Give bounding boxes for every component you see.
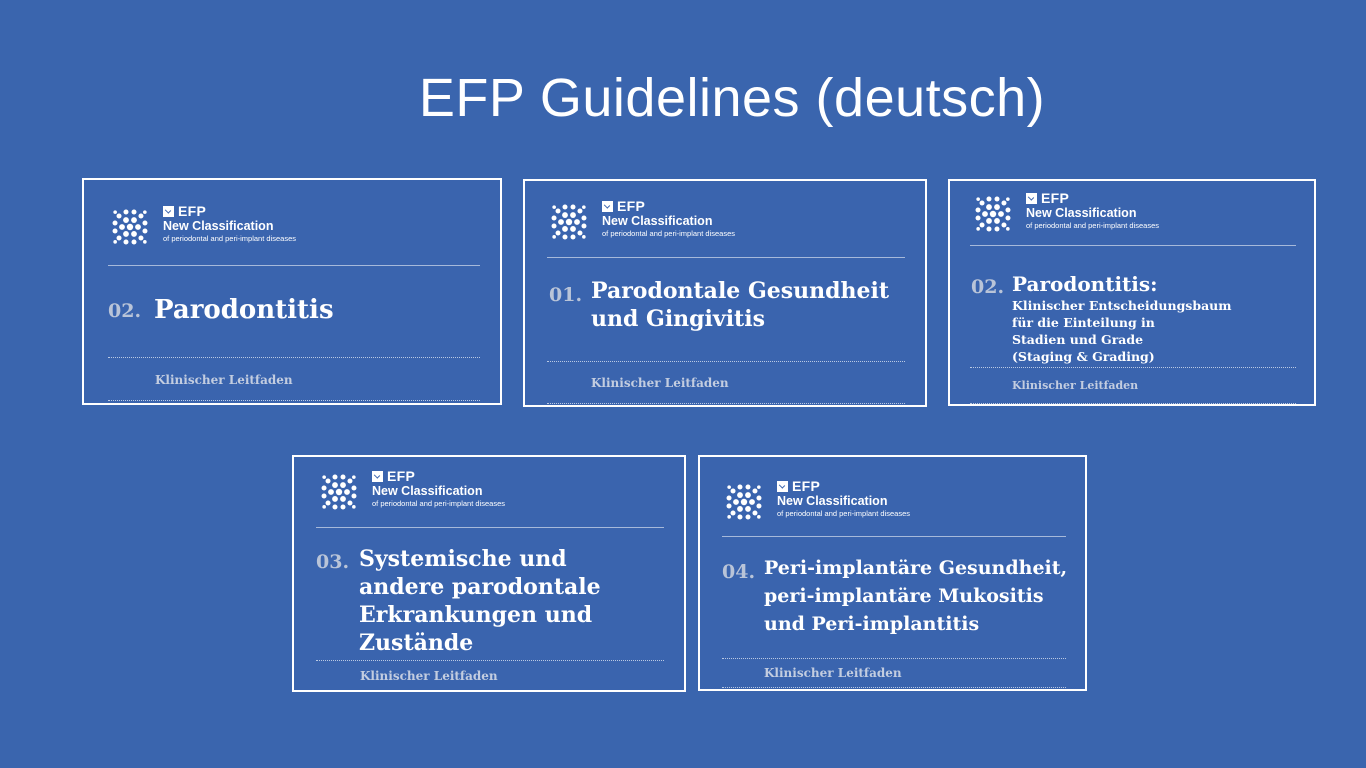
- efp-logo: [316, 469, 505, 515]
- divider: [970, 367, 1296, 368]
- efp-logo: [721, 479, 910, 525]
- card-footer: Klinischer Leitfaden: [360, 669, 498, 683]
- card-number: 03.: [316, 551, 350, 573]
- guideline-card-peri-implant[interactable]: [698, 455, 1087, 691]
- divider: [970, 245, 1296, 246]
- guideline-card-parodontitis[interactable]: [82, 178, 502, 405]
- logo-classification: New Classification: [602, 214, 713, 228]
- card-footer: Klinischer Leitfaden: [764, 666, 902, 680]
- divider: [547, 361, 905, 362]
- card-number: 01.: [549, 284, 583, 306]
- card-title: Parodontitis: [154, 295, 334, 325]
- card-title: Parodontitis:: [1012, 272, 1158, 296]
- divider: [970, 403, 1296, 404]
- card-number: 04.: [722, 561, 756, 583]
- card-title: Systemische und andere parodontale Erkrankungen und Zustände: [359, 546, 601, 656]
- logo-tagline: of periodontal and peri-implant diseases: [602, 228, 735, 238]
- card-subtitle: Klinischer Entscheidungsbaum für die Einteilung in Stadien und Grade (Staging & Grading): [1012, 298, 1232, 364]
- dot-cluster-icon: [546, 199, 592, 245]
- divider: [722, 536, 1066, 537]
- efp-check-icon: [602, 201, 613, 212]
- card-title: Parodontale Gesundheit und Gingivitis: [591, 278, 890, 332]
- logo-tagline: of periodontal and peri-implant diseases: [163, 233, 296, 243]
- dot-cluster-icon: [316, 469, 362, 515]
- logo-tagline: of periodontal and peri-implant diseases: [372, 498, 505, 508]
- card-footer: Klinischer Leitfaden: [591, 376, 729, 390]
- efp-check-icon: [1026, 193, 1037, 204]
- divider: [108, 400, 480, 401]
- dot-cluster-icon: [721, 479, 767, 525]
- card-footer: Klinischer Leitfaden: [155, 373, 293, 387]
- logo-tagline: of periodontal and peri-implant diseases: [777, 508, 910, 518]
- card-number: 02.: [108, 300, 142, 322]
- efp-logo: [107, 204, 296, 250]
- divider: [722, 687, 1066, 688]
- divider: [316, 527, 664, 528]
- logo-tagline: of periodontal and peri-implant diseases: [1026, 220, 1159, 230]
- divider: [108, 265, 480, 266]
- divider: [722, 658, 1066, 659]
- page-title: EFP Guidelines (deutsch): [418, 68, 1046, 128]
- efp-check-icon: [163, 206, 174, 217]
- efp-check-icon: [372, 471, 383, 482]
- dot-cluster-icon: [970, 191, 1016, 237]
- guideline-card-systemic[interactable]: [292, 455, 686, 692]
- logo-classification: New Classification: [372, 484, 483, 498]
- logo-efp-label: EFP: [1041, 190, 1070, 206]
- divider: [316, 660, 664, 661]
- logo-classification: New Classification: [777, 494, 888, 508]
- logo-efp-label: EFP: [387, 468, 416, 484]
- logo-classification: New Classification: [163, 219, 274, 233]
- logo-efp-label: EFP: [792, 478, 821, 494]
- efp-logo: [546, 199, 735, 245]
- logo-efp-label: EFP: [617, 198, 646, 214]
- card-title: Peri-implantäre Gesundheit, peri-implantäre Mukositis und Peri-implantitis: [764, 557, 1068, 635]
- logo-classification: New Classification: [1026, 206, 1137, 220]
- logo-efp-label: EFP: [178, 203, 207, 219]
- efp-logo: [970, 191, 1159, 237]
- divider: [547, 403, 905, 404]
- guideline-card-staging-grading[interactable]: [948, 179, 1316, 406]
- efp-check-icon: [777, 481, 788, 492]
- dot-cluster-icon: [107, 204, 153, 250]
- divider: [108, 357, 480, 358]
- guideline-card-gingivitis[interactable]: [523, 179, 927, 407]
- card-footer: Klinischer Leitfaden: [1012, 379, 1139, 392]
- divider: [316, 691, 664, 692]
- divider: [547, 257, 905, 258]
- card-number: 02.: [971, 276, 1005, 298]
